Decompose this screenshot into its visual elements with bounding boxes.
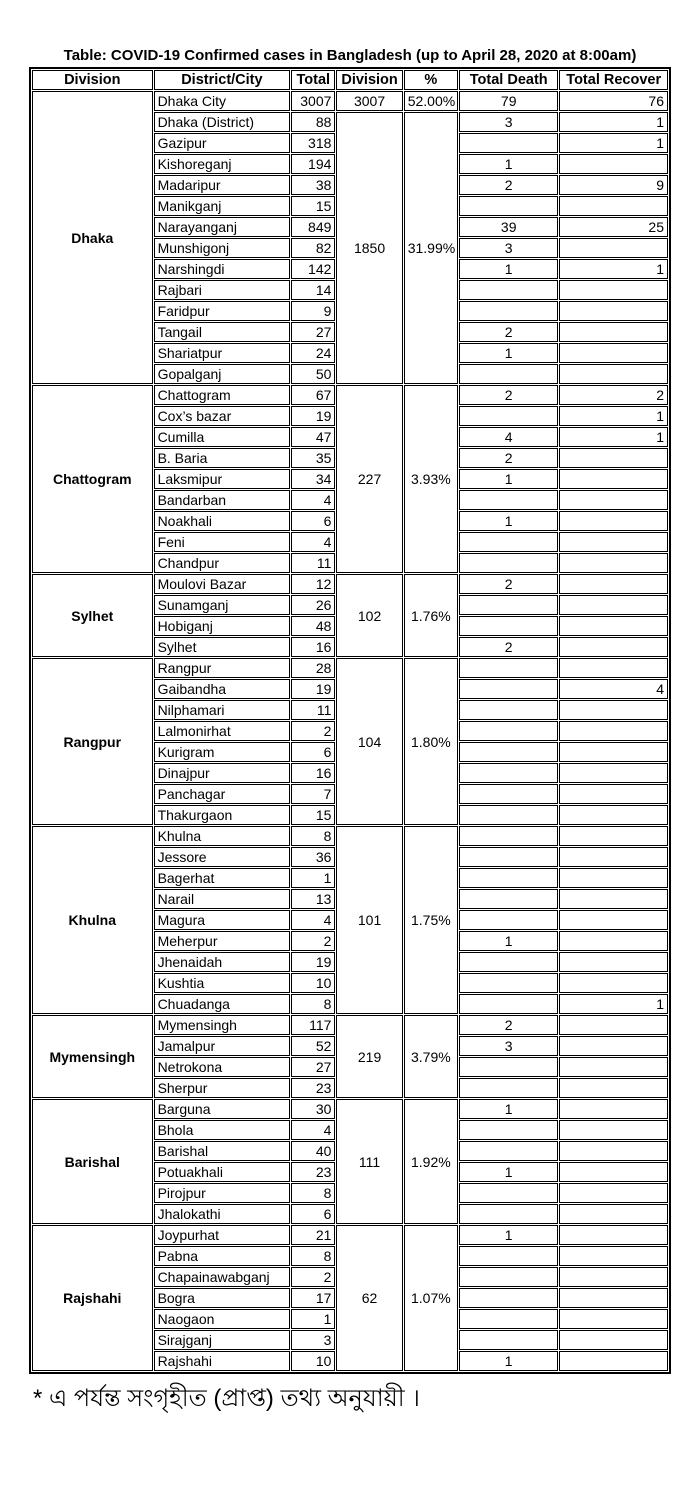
total-recover-cell — [559, 742, 668, 762]
total-cases-cell: 318 — [291, 133, 335, 153]
total-death-cell: 1 — [459, 1351, 558, 1371]
total-cases-cell: 35 — [291, 448, 335, 468]
total-cases-cell: 8 — [291, 994, 335, 1014]
total-death-cell — [459, 679, 558, 699]
total-cases-cell: 38 — [291, 175, 335, 195]
total-death-cell — [459, 1141, 558, 1161]
footnote: * এ পর্যন্ত সংগৃহীত (প্রাপ্ত) তথ্য অনুযায়ী । — [33, 1385, 420, 1412]
total-recover-cell — [559, 1204, 668, 1224]
district-cell: Panchagar — [154, 784, 291, 804]
total-death-cell — [459, 742, 558, 762]
district-cell: Rajbari — [154, 280, 291, 300]
total-cases-cell: 2 — [291, 931, 335, 951]
total-recover-cell — [559, 1351, 668, 1371]
district-cell: Pirojpur — [154, 1183, 291, 1203]
district-cell: Jessore — [154, 847, 291, 867]
column-header: Total — [291, 70, 335, 90]
total-death-cell — [459, 1330, 558, 1350]
total-cases-cell: 48 — [291, 616, 335, 636]
total-recover-cell: 1 — [559, 112, 668, 132]
district-cell: Joypurhat — [154, 1225, 291, 1245]
district-cell: Magura — [154, 910, 291, 930]
total-recover-cell — [559, 1267, 668, 1287]
division-total-cell: 104 — [336, 658, 402, 825]
district-cell: B. Baria — [154, 448, 291, 468]
table-row — [32, 1015, 668, 1035]
division-total-cell: 111 — [336, 1099, 402, 1224]
total-cases-cell: 194 — [291, 154, 335, 174]
district-cell: Rajshahi — [154, 1351, 291, 1371]
total-cases-cell: 2 — [291, 721, 335, 741]
total-recover-cell — [559, 1246, 668, 1266]
total-recover-cell — [559, 196, 668, 216]
total-cases-cell: 3007 — [291, 91, 335, 111]
total-death-cell: 39 — [459, 217, 558, 237]
total-cases-cell: 27 — [291, 1057, 335, 1077]
table-row — [32, 1099, 668, 1119]
district-cell: Lalmonirhat — [154, 721, 291, 741]
total-recover-cell — [559, 1099, 668, 1119]
total-recover-cell — [559, 1036, 668, 1056]
district-cell: Bandarban — [154, 490, 291, 510]
total-recover-cell — [559, 931, 668, 951]
total-cases-cell: 8 — [291, 1246, 335, 1266]
total-recover-cell — [559, 658, 668, 678]
total-cases-cell: 4 — [291, 532, 335, 552]
total-recover-cell — [559, 301, 668, 321]
district-cell: Narshingdi — [154, 259, 291, 279]
percent-cell: 3.79% — [404, 1015, 458, 1098]
district-cell: Sirajganj — [154, 1330, 291, 1350]
division-name-cell: Dhaka — [32, 91, 153, 384]
total-death-cell — [459, 952, 558, 972]
total-death-cell: 3 — [459, 1036, 558, 1056]
total-death-cell — [459, 616, 558, 636]
district-cell: Rangpur — [154, 658, 291, 678]
total-recover-cell — [559, 763, 668, 783]
district-cell: Faridpur — [154, 301, 291, 321]
district-cell: Shariatpur — [154, 343, 291, 363]
total-death-cell — [459, 1078, 558, 1098]
total-death-cell — [459, 1246, 558, 1266]
total-recover-cell — [559, 889, 668, 909]
total-recover-cell: 2 — [559, 385, 668, 405]
division-name-cell: Chattogram — [32, 385, 153, 573]
total-recover-cell — [559, 1288, 668, 1308]
district-cell: Moulovi Bazar — [154, 574, 291, 594]
total-death-cell — [459, 595, 558, 615]
total-recover-cell — [559, 637, 668, 657]
total-death-cell: 2 — [459, 322, 558, 342]
total-cases-cell: 13 — [291, 889, 335, 909]
percent-cell: 1.07% — [404, 1225, 458, 1371]
total-death-cell — [459, 1057, 558, 1077]
district-cell: Narail — [154, 889, 291, 909]
total-cases-cell: 19 — [291, 406, 335, 426]
total-death-cell: 2 — [459, 448, 558, 468]
total-cases-cell: 19 — [291, 952, 335, 972]
district-cell: Netrokona — [154, 1057, 291, 1077]
total-death-cell: 2 — [459, 175, 558, 195]
district-cell: Chandpur — [154, 553, 291, 573]
total-death-cell — [459, 406, 558, 426]
total-recover-cell: 76 — [559, 91, 668, 111]
total-recover-cell: 1 — [559, 994, 668, 1014]
table-row — [32, 1225, 668, 1245]
district-cell: Bogra — [154, 1288, 291, 1308]
total-death-cell — [459, 1288, 558, 1308]
district-cell: Pabna — [154, 1246, 291, 1266]
total-cases-cell: 23 — [291, 1162, 335, 1182]
total-cases-cell: 2 — [291, 1267, 335, 1287]
total-death-cell — [459, 994, 558, 1014]
total-death-cell — [459, 280, 558, 300]
total-death-cell: 1 — [459, 931, 558, 951]
total-cases-cell: 4 — [291, 910, 335, 930]
total-recover-cell — [559, 280, 668, 300]
total-recover-cell — [559, 1309, 668, 1329]
total-death-cell: 4 — [459, 427, 558, 447]
total-cases-cell: 15 — [291, 805, 335, 825]
total-death-cell — [459, 1120, 558, 1140]
total-recover-cell — [559, 595, 668, 615]
total-death-cell — [459, 973, 558, 993]
total-cases-cell: 6 — [291, 1204, 335, 1224]
total-recover-cell: 1 — [559, 427, 668, 447]
total-cases-cell: 8 — [291, 826, 335, 846]
district-cell: Bagerhat — [154, 868, 291, 888]
total-recover-cell: 25 — [559, 217, 668, 237]
total-recover-cell — [559, 868, 668, 888]
district-cell: Jamalpur — [154, 1036, 291, 1056]
total-recover-cell — [559, 721, 668, 741]
division-total-cell: 62 — [336, 1225, 402, 1371]
total-cases-cell: 11 — [291, 700, 335, 720]
total-recover-cell — [559, 1078, 668, 1098]
total-cases-cell: 10 — [291, 1351, 335, 1371]
total-death-cell: 2 — [459, 1015, 558, 1035]
district-cell: Sylhet — [154, 637, 291, 657]
district-cell: Chattogram — [154, 385, 291, 405]
division-name-cell: Barishal — [32, 1099, 153, 1224]
division-name-cell: Rangpur — [32, 658, 153, 825]
total-recover-cell — [559, 1183, 668, 1203]
total-death-cell — [459, 868, 558, 888]
total-death-cell: 1 — [459, 511, 558, 531]
total-cases-cell: 849 — [291, 217, 335, 237]
district-cell: Barguna — [154, 1099, 291, 1119]
total-death-cell — [459, 490, 558, 510]
district-cell: Kishoreganj — [154, 154, 291, 174]
total-recover-cell — [559, 343, 668, 363]
district-cell: Mymensingh — [154, 1015, 291, 1035]
total-cases-cell: 12 — [291, 574, 335, 594]
district-cell: Gopalganj — [154, 364, 291, 384]
district-cell: Noakhali — [154, 511, 291, 531]
total-recover-cell — [559, 532, 668, 552]
total-recover-cell — [559, 154, 668, 174]
table-body — [32, 91, 668, 1371]
total-death-cell — [459, 658, 558, 678]
total-death-cell — [459, 700, 558, 720]
total-death-cell — [459, 721, 558, 741]
district-cell: Thakurgaon — [154, 805, 291, 825]
total-recover-cell — [559, 784, 668, 804]
division-total-cell: 101 — [336, 826, 402, 1014]
total-cases-cell: 28 — [291, 658, 335, 678]
total-recover-cell — [559, 1225, 668, 1245]
total-cases-cell: 4 — [291, 1120, 335, 1140]
division-name-cell: Sylhet — [32, 574, 153, 657]
total-death-cell: 1 — [459, 1162, 558, 1182]
total-cases-cell: 1 — [291, 868, 335, 888]
total-recover-cell — [559, 448, 668, 468]
total-death-cell — [459, 763, 558, 783]
district-cell: Nilphamari — [154, 700, 291, 720]
district-cell: Khulna — [154, 826, 291, 846]
district-cell: Munshigonj — [154, 238, 291, 258]
total-recover-cell — [559, 826, 668, 846]
district-cell: Dhaka (District) — [154, 112, 291, 132]
total-death-cell: 1 — [459, 1099, 558, 1119]
total-recover-cell — [559, 1057, 668, 1077]
percent-cell: 1.92% — [404, 1099, 458, 1224]
percent-cell: 1.80% — [404, 658, 458, 825]
division-total-cell: 227 — [336, 385, 402, 573]
total-cases-cell: 9 — [291, 301, 335, 321]
district-cell: Kurigram — [154, 742, 291, 762]
total-cases-cell: 67 — [291, 385, 335, 405]
total-recover-cell — [559, 553, 668, 573]
district-cell: Gazipur — [154, 133, 291, 153]
total-cases-cell: 16 — [291, 637, 335, 657]
district-cell: Narayanganj — [154, 217, 291, 237]
total-recover-cell: 1 — [559, 259, 668, 279]
total-death-cell — [459, 910, 558, 930]
district-cell: Madaripur — [154, 175, 291, 195]
total-recover-cell: 1 — [559, 406, 668, 426]
total-cases-cell: 4 — [291, 490, 335, 510]
total-cases-cell: 23 — [291, 1078, 335, 1098]
district-cell: Tangail — [154, 322, 291, 342]
division-name-cell: Khulna — [32, 826, 153, 1014]
district-cell: Feni — [154, 532, 291, 552]
total-cases-cell: 50 — [291, 364, 335, 384]
district-cell: Bhola — [154, 1120, 291, 1140]
total-death-cell — [459, 196, 558, 216]
total-cases-cell: 117 — [291, 1015, 335, 1035]
division-name-cell: Mymensingh — [32, 1015, 153, 1098]
total-recover-cell — [559, 490, 668, 510]
total-cases-cell: 10 — [291, 973, 335, 993]
total-cases-cell: 21 — [291, 1225, 335, 1245]
total-cases-cell: 36 — [291, 847, 335, 867]
district-cell: Kushtia — [154, 973, 291, 993]
total-death-cell — [459, 889, 558, 909]
total-cases-cell: 52 — [291, 1036, 335, 1056]
district-cell: Sunamganj — [154, 595, 291, 615]
total-cases-cell: 8 — [291, 1183, 335, 1203]
column-header: District/City — [154, 70, 291, 90]
table-row — [32, 826, 668, 846]
total-death-cell: 3 — [459, 238, 558, 258]
district-cell: Dhaka City — [154, 91, 291, 111]
total-cases-cell: 16 — [291, 763, 335, 783]
total-death-cell: 2 — [459, 385, 558, 405]
total-recover-cell — [559, 847, 668, 867]
percent-cell: 1.75% — [404, 826, 458, 1014]
total-cases-cell: 34 — [291, 469, 335, 489]
table-title: Table: COVID-19 Confirmed cases in Bangladesh (up to April 28, 2020 at 8:00am) — [63, 47, 637, 64]
district-cell: Cox’s bazar — [154, 406, 291, 426]
total-cases-cell: 82 — [291, 238, 335, 258]
total-cases-cell: 40 — [291, 1141, 335, 1161]
district-cell: Cumilla — [154, 427, 291, 447]
table-row — [32, 658, 668, 678]
total-death-cell: 1 — [459, 154, 558, 174]
total-recover-cell — [559, 1141, 668, 1161]
district-cell: Jhenaidah — [154, 952, 291, 972]
total-cases-cell: 14 — [291, 280, 335, 300]
district-cell: Laksmipur — [154, 469, 291, 489]
total-death-cell: 1 — [459, 343, 558, 363]
total-death-cell: 2 — [459, 637, 558, 657]
total-cases-cell: 88 — [291, 112, 335, 132]
total-recover-cell — [559, 805, 668, 825]
total-death-cell — [459, 1267, 558, 1287]
division-total-cell: 3007 — [336, 91, 402, 111]
district-cell: Chuadanga — [154, 994, 291, 1014]
total-death-cell — [459, 847, 558, 867]
total-cases-cell: 3 — [291, 1330, 335, 1350]
division-total-cell: 219 — [336, 1015, 402, 1098]
total-death-cell: 79 — [459, 91, 558, 111]
total-recover-cell — [559, 364, 668, 384]
total-recover-cell — [559, 700, 668, 720]
division-total-cell: 1850 — [336, 112, 402, 384]
total-cases-cell: 6 — [291, 742, 335, 762]
total-cases-cell: 27 — [291, 322, 335, 342]
total-recover-cell — [559, 238, 668, 258]
total-death-cell — [459, 826, 558, 846]
district-cell: Sherpur — [154, 1078, 291, 1098]
district-cell: Gaibandha — [154, 679, 291, 699]
total-cases-cell: 6 — [291, 511, 335, 531]
total-recover-cell — [559, 1162, 668, 1182]
total-cases-cell: 19 — [291, 679, 335, 699]
column-header: Division — [32, 70, 153, 90]
table-row — [32, 574, 668, 594]
percent-cell: 31.99% — [404, 112, 458, 384]
total-recover-cell — [559, 1330, 668, 1350]
total-death-cell — [459, 133, 558, 153]
total-cases-cell: 26 — [291, 595, 335, 615]
total-recover-cell — [559, 952, 668, 972]
total-recover-cell — [559, 973, 668, 993]
total-death-cell — [459, 805, 558, 825]
division-total-cell: 102 — [336, 574, 402, 657]
covid-cases-table — [29, 67, 671, 1374]
total-death-cell: 1 — [459, 469, 558, 489]
district-cell: Barishal — [154, 1141, 291, 1161]
percent-cell: 3.93% — [404, 385, 458, 573]
total-cases-cell: 7 — [291, 784, 335, 804]
district-cell: Meherpur — [154, 931, 291, 951]
total-death-cell — [459, 1309, 558, 1329]
total-death-cell: 3 — [459, 112, 558, 132]
district-cell: Manikganj — [154, 196, 291, 216]
total-recover-cell — [559, 469, 668, 489]
total-cases-cell: 11 — [291, 553, 335, 573]
total-death-cell: 2 — [459, 574, 558, 594]
district-cell: Chapainawabganj — [154, 1267, 291, 1287]
column-header: Division — [336, 70, 402, 90]
table-row — [32, 91, 668, 111]
column-header: % — [404, 70, 458, 90]
table-row — [32, 385, 668, 405]
percent-cell: 52.00% — [404, 91, 458, 111]
total-recover-cell — [559, 910, 668, 930]
total-cases-cell: 15 — [291, 196, 335, 216]
total-recover-cell — [559, 322, 668, 342]
district-cell: Naogaon — [154, 1309, 291, 1329]
total-death-cell — [459, 364, 558, 384]
division-name-cell: Rajshahi — [32, 1225, 153, 1371]
total-death-cell — [459, 553, 558, 573]
district-cell: Dinajpur — [154, 763, 291, 783]
total-death-cell — [459, 1183, 558, 1203]
total-death-cell — [459, 1204, 558, 1224]
total-cases-cell: 142 — [291, 259, 335, 279]
total-death-cell — [459, 532, 558, 552]
district-cell: Jhalokathi — [154, 1204, 291, 1224]
total-recover-cell: 4 — [559, 679, 668, 699]
column-header: Total Death — [459, 70, 558, 90]
total-recover-cell — [559, 616, 668, 636]
total-death-cell — [459, 301, 558, 321]
total-recover-cell — [559, 574, 668, 594]
total-recover-cell — [559, 1120, 668, 1140]
header-row — [32, 70, 668, 90]
total-death-cell: 1 — [459, 1225, 558, 1245]
district-cell: Potuakhali — [154, 1162, 291, 1182]
total-recover-cell: 1 — [559, 133, 668, 153]
total-recover-cell: 9 — [559, 175, 668, 195]
column-header: Total Recover — [559, 70, 668, 90]
total-cases-cell: 1 — [291, 1309, 335, 1329]
total-recover-cell — [559, 511, 668, 531]
district-cell: Hobiganj — [154, 616, 291, 636]
total-recover-cell — [559, 1015, 668, 1035]
total-death-cell — [459, 784, 558, 804]
total-cases-cell: 30 — [291, 1099, 335, 1119]
total-cases-cell: 47 — [291, 427, 335, 447]
total-cases-cell: 24 — [291, 343, 335, 363]
total-death-cell: 1 — [459, 259, 558, 279]
total-cases-cell: 17 — [291, 1288, 335, 1308]
percent-cell: 1.76% — [404, 574, 458, 657]
